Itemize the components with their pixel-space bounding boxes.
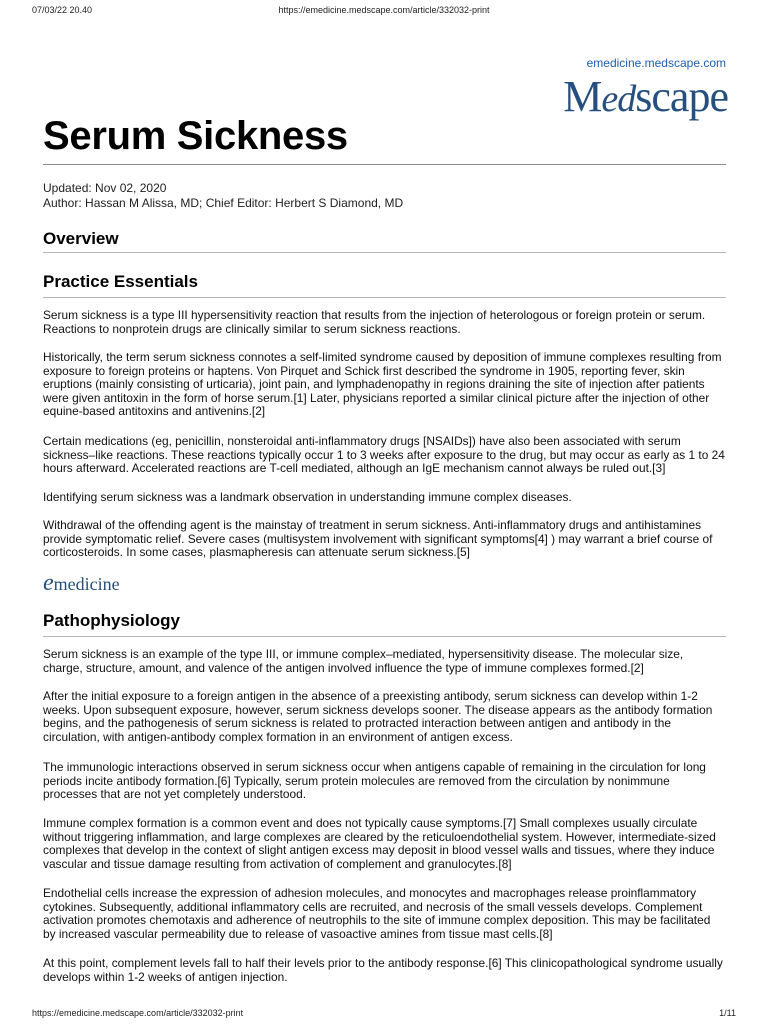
paragraph: Endothelial cells increase the expression of adhesion molecules, and monocytes and macrophages release proinflammatory cytokines. Subsequently, additional inflammatory cells are recruited, and necrosis of the small vessels develops. Complement activation promotes chemotaxis and adherence of neutrophils to the site of immune complex deposition. This may be facilitated by increased vascular permeability due to release of vasoactive amines from tissue mast cells.[8] <box>43 886 711 941</box>
medscape-logo <box>563 72 728 121</box>
overview-divider <box>43 252 726 253</box>
paragraph: Serum sickness is a type III hypersensitivity reaction that results from the injection of heterologous or foreign protein or serum. Reactions to nonprotein drugs are clinically similar to serum sickness reactions. <box>43 308 706 336</box>
section-heading-overview: Overview <box>43 229 119 248</box>
emedicine-logo-text: medicine <box>53 574 120 594</box>
updated-date: Updated: Nov 02, 2020 <box>43 181 167 195</box>
paragraph: Identifying serum sickness was a landmark observation in understanding immune complex diseases. <box>43 490 572 504</box>
section-heading-practice-essentials: Practice Essentials <box>43 272 198 291</box>
footer-url: https://emedicine.medscape.com/article/332032-print <box>32 1008 244 1018</box>
paragraph: Withdrawal of the offending agent is the mainstay of treatment in serum sickness. Anti-inflammatory drugs and antihistamines provide symptomatic relief. Severe cases (multisystem involvement with significant symptoms[4] ) may warrant a brief course of corticosteroids. In some cases, plasmapheresis can attenuate serum sickness.[5] <box>43 518 713 560</box>
paragraph: The immunologic interactions observed in serum sickness occur when antigens capable of remaining in the circulation for long periods incite antibody formation.[6] Typically, serum protein molecules are removed from the circulation by nonimmune processes that are not yet completely understood. <box>43 760 706 802</box>
logo-suffix: scape <box>635 72 728 121</box>
paragraph: Certain medications (eg, penicillin, nonsteroidal anti-inflammatory drugs [NSAIDs]) have also been associated with serum sickness–like reactions. These reactions typically occur 1 to 3 weeks after exposure to the drug, but may occur as early as 1 to 24 hours afterward. Accelerated reactions are T-cell mediated, although an IgE mechanism cannot always be ruled out.[3] <box>43 434 725 476</box>
paragraph: Immune complex formation is a common event and does not typically cause symptoms.[7] Small complexes usually circulate without triggering inflammation, and large complexes are cleared by the reticuloendothelial system. However, intermediate-sized complexes that develop in the context of slight antigen excess may deposit in blood vessel walls and tissues, where they induce vascular and tissue damage resulting from activation of complement and granulocytes.[8] <box>43 816 716 871</box>
page-title: Serum Sickness <box>43 114 348 158</box>
logo-prefix: M <box>563 72 602 121</box>
print-header <box>0 5 768 19</box>
paragraph: After the initial exposure to a foreign antigen in the absence of a preexisting antibody, serum sickness can develop within 1-2 weeks. Upon subsequent exposure, however, serum sickness develops sooner. The disease appears as the antibody formation begins, and the pathogenesis of serum sickness is related to protracted interaction between antigen and antibody in the circulation, with antigen-antibody complex formation in an environment of antigen excess. <box>43 689 713 744</box>
emedicine-logo <box>43 570 120 597</box>
site-link[interactable]: emedicine.medscape.com <box>586 56 726 70</box>
print-url: https://emedicine.medscape.com/article/332032-print <box>278 5 490 15</box>
title-divider <box>43 164 726 165</box>
paragraph: Historically, the term serum sickness connotes a self-limited syndrome caused by deposition of immune complexes resulting from exposure to foreign proteins or haptens. Von Pirquet and Schick first described the syndrome in 1905, reporting fever, skin eruptions (mainly consisting of urticaria), joint pain, and lymphadenopathy in regions draining the site of injection after patients were given antitoxin in the form of horse serum.[1] Later, physicians reported a similar clinical picture after the injection of other equine-based antitoxins and antivenins.[2] <box>43 350 722 419</box>
page-number: 1/11 <box>719 1008 736 1018</box>
author-line: Author: Hassan M Alissa, MD; Chief Editor: Herbert S Diamond, MD <box>43 196 404 210</box>
paragraph: At this point, complement levels fall to half their levels prior to the antibody response.[6] This clinicopathological syndrome usually develops within 1-2 weeks of antigen injection. <box>43 956 723 984</box>
section-heading-pathophysiology: Pathophysiology <box>43 611 180 630</box>
print-datetime: 07/03/22 20.40 <box>32 5 93 15</box>
print-footer <box>0 1008 768 1020</box>
pathophysiology-divider <box>43 636 726 637</box>
paragraph: Serum sickness is an example of the type III, or immune complex–mediated, hypersensitivity disease. The molecular size, charge, structure, amount, and valence of the antigen involved influence the type of immune complexes formed.[2] <box>43 647 684 675</box>
logo-italic: ed <box>601 78 636 120</box>
emedicine-logo-e: e <box>43 570 54 596</box>
practice-essentials-divider <box>43 297 726 298</box>
